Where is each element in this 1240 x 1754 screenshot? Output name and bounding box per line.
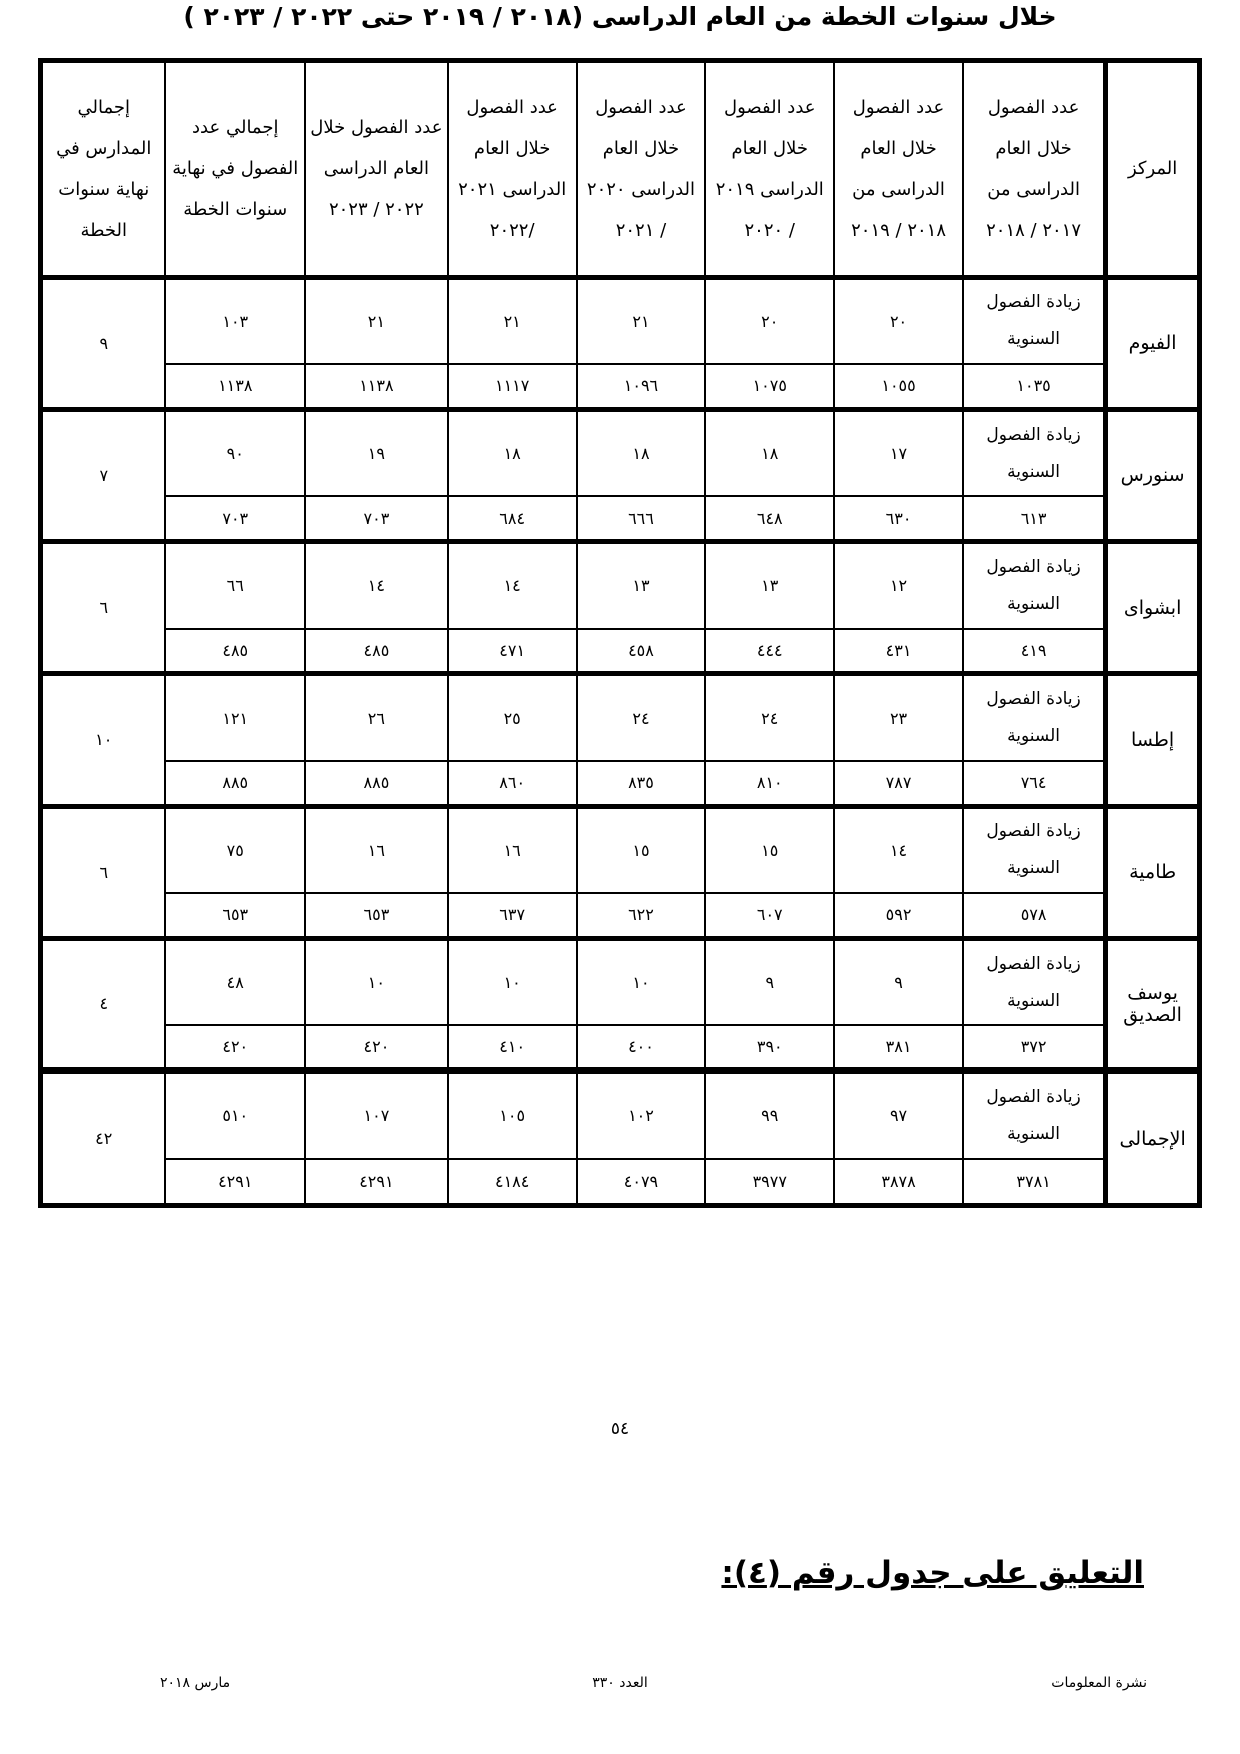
center-name: سنورس (1106, 409, 1198, 541)
table-row (42, 893, 1198, 938)
center-name: يوسف الصديق (1106, 938, 1198, 1070)
classes-total-value: ٣٩٧٧ (705, 1159, 834, 1204)
data-table (41, 61, 1199, 1205)
table-row (42, 1071, 1198, 1159)
increase-value: ١٤ (448, 542, 577, 629)
total-schools-value: ٦ (42, 806, 165, 938)
increase-value: ١٦ (305, 806, 448, 893)
increase-value: ١٤ (834, 806, 963, 893)
increase-value: ١٧ (834, 409, 963, 496)
center-name: الإجمالى (1106, 1071, 1198, 1205)
increase-value: ٩ (834, 938, 963, 1025)
classes-total-value: ٦٣٠ (834, 496, 963, 541)
table-row (42, 674, 1198, 761)
table-row (42, 1159, 1198, 1204)
footer-date: مارس ٢٠١٨ (160, 1675, 231, 1691)
increase-value: ٢١ (577, 277, 706, 364)
classes-total-value: ١١١٧ (448, 364, 577, 409)
increase-value: ١٢ (834, 542, 963, 629)
table-row (42, 761, 1198, 806)
increase-value: ١٢١ (165, 674, 305, 761)
classes-total-value: ٤٣١ (834, 629, 963, 674)
classes-total-value: ٤٨٥ (165, 629, 305, 674)
increase-value: ١٥ (705, 806, 834, 893)
table-row (42, 1025, 1198, 1070)
increase-value: ٩ (705, 938, 834, 1025)
classes-total-value: ٤٤٤ (705, 629, 834, 674)
center-name: طامية (1106, 806, 1198, 938)
increase-value: ٢٥ (448, 674, 577, 761)
increase-value: ٩٧ (834, 1071, 963, 1159)
classes-total-value: ٣٨٧٨ (834, 1159, 963, 1204)
increase-label: زيادة الفصول السنوية (963, 938, 1106, 1025)
center-name: الفيوم (1106, 277, 1198, 409)
classes-total-value: ٤٧١ (448, 629, 577, 674)
increase-value: ١٠ (577, 938, 706, 1025)
classes-total-value: ١٠٩٦ (577, 364, 706, 409)
classes-total-value: ٦٤٨ (705, 496, 834, 541)
classes-total-value: ٤١٠ (448, 1025, 577, 1070)
classes-total-value: ٦١٣ (963, 496, 1106, 541)
classes-total-value: ٤٥٨ (577, 629, 706, 674)
increase-value: ٧٥ (165, 806, 305, 893)
increase-label: زيادة الفصول السنوية (963, 409, 1106, 496)
classes-total-value: ٨٨٥ (165, 761, 305, 806)
classes-total-value: ٧٦٤ (963, 761, 1106, 806)
increase-value: ١٣ (577, 542, 706, 629)
table-row (42, 496, 1198, 541)
classes-total-value: ٤٢٩١ (305, 1159, 448, 1204)
classes-total-value: ١١٣٨ (165, 364, 305, 409)
classes-total-value: ٤٠٧٩ (577, 1159, 706, 1204)
total-schools-value: ٩ (42, 277, 165, 409)
increase-value: ٢٤ (705, 674, 834, 761)
total-schools-value: ٤ (42, 938, 165, 1070)
total-schools-value: ١٠ (42, 674, 165, 806)
increase-label: زيادة الفصول السنوية (963, 1071, 1106, 1159)
increase-label: زيادة الفصول السنوية (963, 806, 1106, 893)
classes-total-value: ٨١٠ (705, 761, 834, 806)
footer-issue: العدد ٣٣٠ (592, 1675, 648, 1691)
classes-total-value: ٣٨١ (834, 1025, 963, 1070)
table-row (42, 409, 1198, 496)
page-title: خلال سنوات الخطة من العام الدراسى (٢٠١٨ / ٢٠١٩ حتى ٢٠٢٢ / ٢٠٢٣ ) (183, 2, 1057, 31)
table-body (42, 277, 1198, 1204)
increase-value: ١٠ (305, 938, 448, 1025)
table-row (42, 277, 1198, 364)
increase-value: ١٩ (305, 409, 448, 496)
header-row (42, 62, 1198, 277)
increase-value: ١٥ (577, 806, 706, 893)
classes-total-value: ٨٨٥ (305, 761, 448, 806)
classes-total-value: ١٠٧٥ (705, 364, 834, 409)
classes-total-value: ٤٨٥ (305, 629, 448, 674)
table-row (42, 542, 1198, 629)
table-row (42, 629, 1198, 674)
increase-value: ١٣ (705, 542, 834, 629)
header-year-2021-2022: عدد الفصول خلال العام الدراسى ٢٠٢١ /٢٠٢٢ (448, 62, 577, 277)
header-center: المركز (1106, 62, 1198, 277)
header-year-2022-2023: عدد الفصول خلال العام الدراسى ٢٠٢٢ / ٢٠٢٣ (305, 62, 448, 277)
header-year-2018-2019: عدد الفصول خلال العام الدراسى من ٢٠١٨ / ٢٠١٩ (834, 62, 963, 277)
increase-label: زيادة الفصول السنوية (963, 674, 1106, 761)
increase-value: ١٨ (577, 409, 706, 496)
classes-total-value: ٦٢٢ (577, 893, 706, 938)
increase-value: ٢٣ (834, 674, 963, 761)
classes-total-value: ٤٢٠ (165, 1025, 305, 1070)
increase-value: ٢٤ (577, 674, 706, 761)
increase-value: ٩٠ (165, 409, 305, 496)
increase-value: ٢٦ (305, 674, 448, 761)
center-name: إطسا (1106, 674, 1198, 806)
increase-label: زيادة الفصول السنوية (963, 277, 1106, 364)
header-total-classes: إجمالي عدد الفصول في نهاية سنوات الخطة (165, 62, 305, 277)
classes-total-value: ١٠٥٥ (834, 364, 963, 409)
increase-value: ٤٨ (165, 938, 305, 1025)
increase-value: ٦٦ (165, 542, 305, 629)
classes-total-value: ٧٠٣ (165, 496, 305, 541)
total-schools-value: ٧ (42, 409, 165, 541)
increase-value: ١٠ (448, 938, 577, 1025)
total-schools-value: ٦ (42, 542, 165, 674)
classes-total-value: ٦٣٧ (448, 893, 577, 938)
classes-total-value: ٣٩٠ (705, 1025, 834, 1070)
classes-total-value: ٦٨٤ (448, 496, 577, 541)
increase-value: ١٨ (705, 409, 834, 496)
classes-total-value: ٥٩٢ (834, 893, 963, 938)
increase-label: زيادة الفصول السنوية (963, 542, 1106, 629)
increase-value: ٢١ (305, 277, 448, 364)
classes-total-value: ٤١٩ (963, 629, 1106, 674)
increase-value: ١٨ (448, 409, 577, 496)
header-total-schools: إجمالي المدارس في نهاية سنوات الخطة (42, 62, 165, 277)
table-row (42, 938, 1198, 1025)
classes-total-value: ٤١٨٤ (448, 1159, 577, 1204)
classes-total-value: ٣٧٢ (963, 1025, 1106, 1070)
increase-value: ١٠٣ (165, 277, 305, 364)
classes-total-value: ٣٧٨١ (963, 1159, 1106, 1204)
center-name: ابشواى (1106, 542, 1198, 674)
classes-total-value: ١٠٣٥ (963, 364, 1106, 409)
increase-value: ٢٠ (705, 277, 834, 364)
increase-value: ١٦ (448, 806, 577, 893)
total-schools-value: ٤٢ (42, 1071, 165, 1205)
classes-total-value: ٨٣٥ (577, 761, 706, 806)
increase-value: ١٤ (305, 542, 448, 629)
header-year-2017-2018: عدد الفصول خلال العام الدراسى من ٢٠١٧ / ٢٠١٨ (963, 62, 1106, 277)
classes-total-value: ٧٨٧ (834, 761, 963, 806)
increase-value: ٩٩ (705, 1071, 834, 1159)
classes-total-value: ١١٣٨ (305, 364, 448, 409)
footer-publication: نشرة المعلومات (1051, 1675, 1147, 1691)
header-year-2020-2021: عدد الفصول خلال العام الدراسى ٢٠٢٠ / ٢٠٢١ (577, 62, 706, 277)
classes-total-value: ٦٥٣ (165, 893, 305, 938)
increase-value: ٢٠ (834, 277, 963, 364)
comment-heading: التعليق على جدول رقم (٤): (721, 1555, 1144, 1591)
classes-total-value: ٨٦٠ (448, 761, 577, 806)
classes-total-value: ٦٦٦ (577, 496, 706, 541)
classes-total-value: ٤٢٩١ (165, 1159, 305, 1204)
increase-value: ١٠٢ (577, 1071, 706, 1159)
increase-value: ١٠٥ (448, 1071, 577, 1159)
classes-plan-table (38, 58, 1202, 1208)
increase-value: ١٠٧ (305, 1071, 448, 1159)
classes-total-value: ٤٠٠ (577, 1025, 706, 1070)
classes-total-value: ٦٥٣ (305, 893, 448, 938)
classes-total-value: ٧٠٣ (305, 496, 448, 541)
increase-value: ٢١ (448, 277, 577, 364)
page-number: ٥٤ (610, 1419, 630, 1439)
classes-total-value: ٤٢٠ (305, 1025, 448, 1070)
classes-total-value: ٦٠٧ (705, 893, 834, 938)
classes-total-value: ٥٧٨ (963, 893, 1106, 938)
table-row (42, 364, 1198, 409)
table-row (42, 806, 1198, 893)
header-year-2019-2020: عدد الفصول خلال العام الدراسى ٢٠١٩ / ٢٠٢٠ (705, 62, 834, 277)
increase-value: ٥١٠ (165, 1071, 305, 1159)
